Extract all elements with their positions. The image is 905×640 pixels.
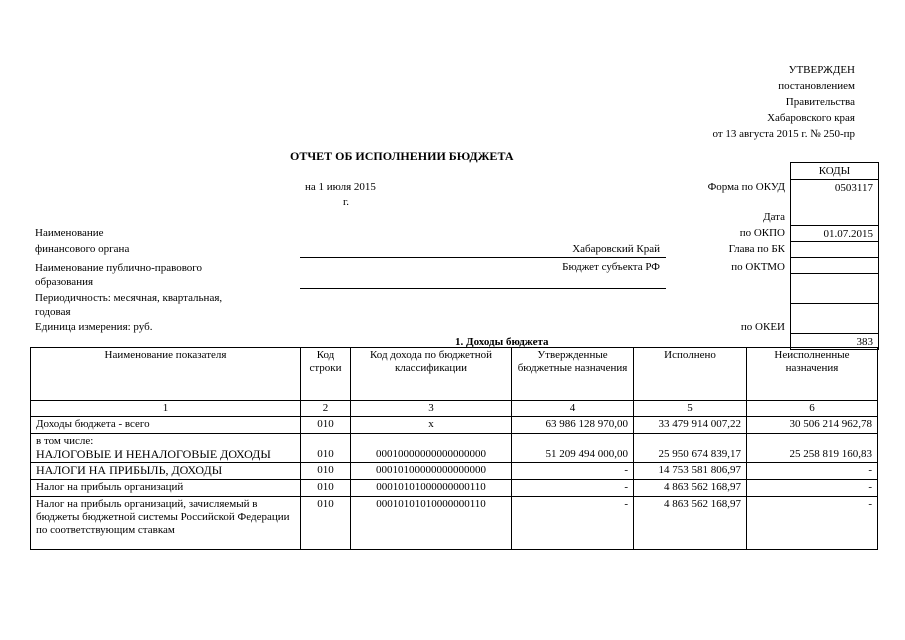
header-name: Наименование показателя xyxy=(31,348,301,401)
row-line-code: 010 xyxy=(301,463,351,480)
okpo-value xyxy=(791,241,878,257)
col-number: 5 xyxy=(634,401,747,417)
fin-org-label-2: финансового органа xyxy=(35,243,130,255)
approval-line: Хабаровского края xyxy=(767,112,855,124)
col-number: 6 xyxy=(747,401,878,417)
row-unexecuted: 30 506 214 962,78 xyxy=(747,417,878,434)
okei-value: 383 xyxy=(791,333,878,349)
pub-value: Бюджет субъекта РФ xyxy=(562,261,660,273)
okud-label: Форма по ОКУД xyxy=(707,181,785,193)
glava-value xyxy=(791,257,878,273)
approval-line: от 13 августа 2015 г. № 250-пр xyxy=(712,128,855,140)
col-number: 2 xyxy=(301,401,351,417)
row-name xyxy=(31,434,301,463)
approval-line: Правительства xyxy=(785,96,855,108)
report-title: ОТЧЕТ ОБ ИСПОЛНЕНИИ БЮДЖЕТА xyxy=(290,149,514,163)
row-income-code: 00010101000000000110 xyxy=(351,480,512,497)
approval-line: постановлением xyxy=(778,80,855,92)
date-label: Дата xyxy=(763,211,785,223)
table-row xyxy=(31,497,878,550)
approval-line: УТВЕРЖДЕН xyxy=(788,64,855,76)
fin-org-label: Наименование xyxy=(35,227,104,239)
table-row xyxy=(31,434,878,463)
codes-header: КОДЫ xyxy=(818,165,851,177)
row-prefix: в том числе: xyxy=(36,435,94,447)
approval-stamp xyxy=(655,62,855,142)
unit-label: Единица измерения: руб. xyxy=(35,321,153,333)
row-executed: 25 950 674 839,17 xyxy=(634,434,747,463)
row-executed: 4 863 562 168,97 xyxy=(634,497,747,550)
row-name: Налог на прибыль организаций, зачисляемый в бюджеты бюджетной системы Российской Федерации по соответствующим ставкам xyxy=(31,497,301,550)
okud-value: 0503117 xyxy=(791,179,878,195)
oktmo-value xyxy=(791,273,878,303)
row-line-code: 010 xyxy=(301,480,351,497)
row-approved: 51 209 494 000,00 xyxy=(512,434,634,463)
row-line-code: 010 xyxy=(301,434,351,463)
row-income-code: x xyxy=(351,417,512,434)
date-value: 01.07.2015 xyxy=(791,225,878,241)
row-executed: 14 753 581 806,97 xyxy=(634,463,747,480)
header-executed: Исполнено xyxy=(634,348,747,401)
table-row xyxy=(31,417,878,434)
report-date: на 1 июля 2015 xyxy=(305,181,376,193)
row-line-code: 010 xyxy=(301,417,351,434)
row-income-code: 00010000000000000000 xyxy=(351,434,512,463)
pub-label-2: образования xyxy=(35,276,94,288)
fin-org-underline xyxy=(300,257,666,258)
section-title: 1. Доходы бюджета xyxy=(455,336,549,348)
report-date-suffix: г. xyxy=(343,196,350,208)
row-executed: 33 479 914 007,22 xyxy=(634,417,747,434)
codes-box xyxy=(790,162,879,350)
column-numbers-row xyxy=(31,401,878,417)
row-unexecuted: - xyxy=(747,463,878,480)
fin-org-value: Хабаровский Край xyxy=(572,243,660,255)
pub-label: Наименование публично-правового xyxy=(35,262,203,274)
row-approved: - xyxy=(512,463,634,480)
row-income-code: 00010101010000000110 xyxy=(351,497,512,550)
period-value xyxy=(791,303,878,333)
header-line-code: Код строки xyxy=(301,348,351,401)
col-number: 1 xyxy=(31,401,301,417)
period-label-2: годовая xyxy=(35,306,71,318)
okei-label: по ОКЕИ xyxy=(740,321,785,333)
oktmo-label: по ОКТМО xyxy=(731,261,785,273)
table-row xyxy=(31,480,878,497)
row-name-text: НАЛОГОВЫЕ И НЕНАЛОГОВЫЕ ДОХОДЫ xyxy=(36,447,271,461)
row-unexecuted: 25 258 819 160,83 xyxy=(747,434,878,463)
header-unexecuted: Неисполненные назначения xyxy=(747,348,878,401)
row-unexecuted: - xyxy=(747,480,878,497)
table-row xyxy=(31,463,878,480)
okpo-label: по ОКПО xyxy=(739,227,785,239)
row-name: НАЛОГИ НА ПРИБЫЛЬ, ДОХОДЫ xyxy=(31,463,301,480)
col-number: 4 xyxy=(512,401,634,417)
income-table xyxy=(30,347,878,550)
header-approved: Утвержденные бюджетные назначения xyxy=(512,348,634,401)
pub-underline xyxy=(300,288,666,289)
spacer-cell xyxy=(791,195,878,225)
row-approved: - xyxy=(512,480,634,497)
row-unexecuted: - xyxy=(747,497,878,550)
row-line-code: 010 xyxy=(301,497,351,550)
row-name: Налог на прибыль организаций xyxy=(31,480,301,497)
col-number: 3 xyxy=(351,401,512,417)
row-name: Доходы бюджета - всего xyxy=(31,417,301,434)
table-header-row xyxy=(31,348,878,401)
row-executed: 4 863 562 168,97 xyxy=(634,480,747,497)
glava-label: Глава по БК xyxy=(728,243,785,255)
row-income-code: 00010100000000000000 xyxy=(351,463,512,480)
row-approved: - xyxy=(512,497,634,550)
header-income-code: Код дохода по бюджетной классификации xyxy=(351,348,512,401)
row-approved: 63 986 128 970,00 xyxy=(512,417,634,434)
period-label: Периодичность: месячная, квартальная, xyxy=(35,292,223,304)
